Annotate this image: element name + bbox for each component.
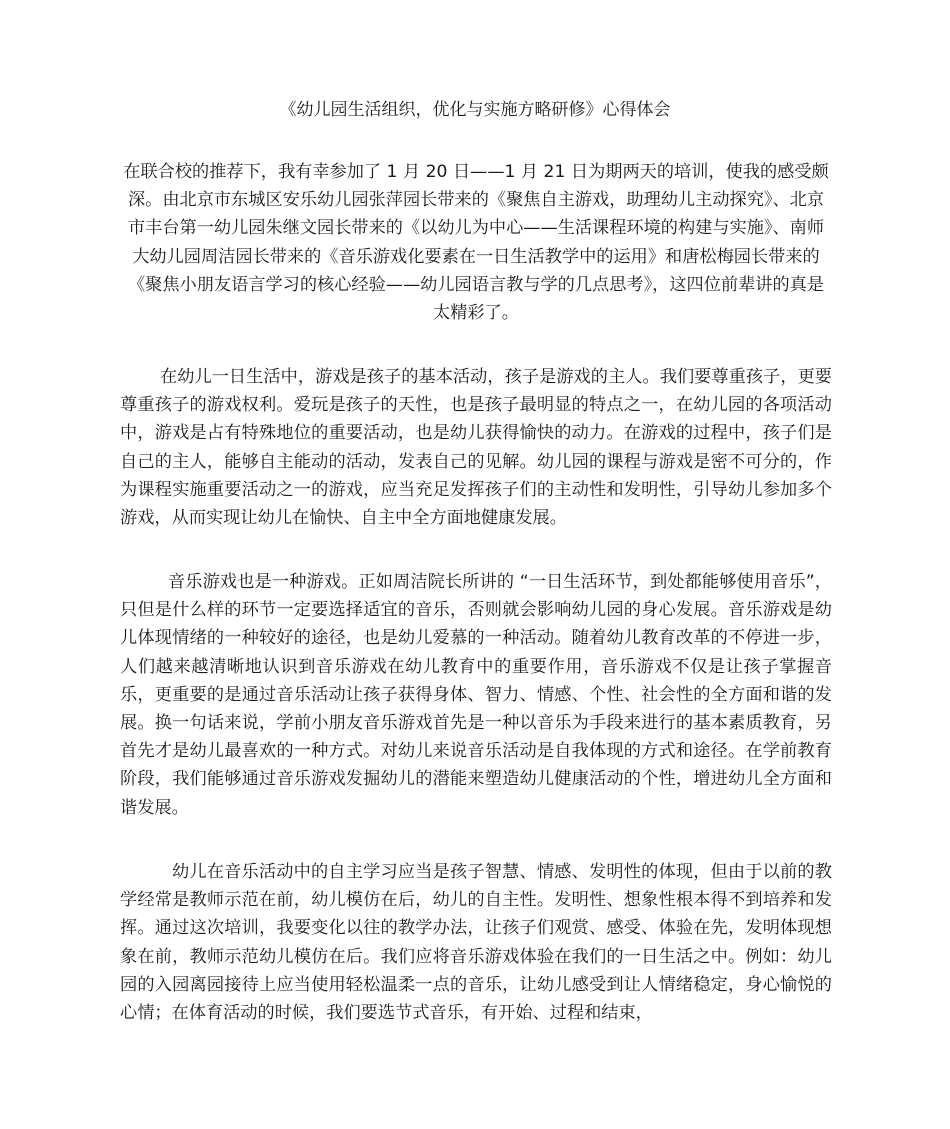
paragraph-music-games: 音乐游戏也是一种游戏。正如周洁院长所讲的 “一日生活环节，到处都能够使用音乐”，只但是什么样的环节一定要选择适宜的音乐，否则就会影响幼儿园的身心发展。音乐游戏是幼儿体现情绪的一种较好的途径，也是幼儿爱慕的一种活动。随着幼儿教育改革的不停进一步，人们越来越清晰地认识到音乐游戏在幼儿教育中的重要作用，音乐游戏不仅是让孩子掌握音乐，更重要的是通过音乐活动让孩子获得身体、智力、情感、个性、社会性的全方面和谐的发展。换一句话来说，学前小朋友音乐游戏首先是一种以音乐为手段来进行的基本素质教育，另首先才是幼儿最喜欢的一种方式。对幼儿来说音乐活动是自我体现的方式和途径。在学前教育阶段，我们能够通过音乐游戏发掘幼儿的潜能来塑造幼儿健康活动的个性，增进幼儿全方面和谐发展。 [120, 572, 832, 818]
paragraph-intro: 在联合校的推荐下，我有幸参加了 1 月 20 日——1 月 21 日为期两天的培训，使我的感受颇深。由北京市东城区安乐幼儿园张萍园长带来的《聚焦自主游戏，助理幼儿主动探究》、北京市丰台第一幼儿园朱继文园长带来的《以幼儿为中心——生活课程环境的构建与实施》、南师大幼儿园周洁园长带来的《音乐游戏化要素在一日生活教学中的运用》和唐松梅园长带来的《聚焦小朋友语言学习的核心经验——幼儿园语言教与学的几点思考》，这四位前辈讲的真是太精彩了。 [123, 162, 829, 324]
paragraph-games: 在幼儿一日生活中，游戏是孩子的基本活动，孩子是游戏的主人。我们要尊重孩子，更要尊重孩子的游戏权利。爱玩是孩子的天性，也是孩子最明显的特点之一，在幼儿园的各项活动中，游戏是占有特殊地位的重要活动，也是幼儿获得愉快的动力。在游戏的过程中，孩子们是自己的主人，能够自主能动的活动，发表自己的见解。幼儿园的课程与游戏是密不可分的，作为课程实施重要活动之一的游戏，应当充足发挥孩子们的主动性和发明性，引导幼儿参加多个游戏，从而实现让幼儿在愉快、自主中全方面地健康发展。 [120, 367, 832, 529]
paragraph-autonomous-learning: 幼儿在音乐活动中的自主学习应当是孩子智慧、情感、发明性的体现，但由于以前的教学经常是教师示范在前，幼儿模仿在后，幼儿的自主性。发明性、想象性根本得不到培养和发挥。通过这次培训，我要变化以往的教学办法，让孩子们观赏、感受、体验在先，发明体现想象在前，教师示范幼儿模仿在后。我们应将音乐游戏体验在我们的一日生活之中。例如：幼儿园的入园离园接待上应当使用轻松温柔一点的音乐，让幼儿感受到让人情绪稳定，身心愉悦的心情；在体育活动的时候，我们要选节式音乐，有开始、过程和结束， [120, 862, 832, 1024]
document-title: 《幼儿园生活组织，优化与实施方略研修》心得体会 [279, 100, 671, 120]
